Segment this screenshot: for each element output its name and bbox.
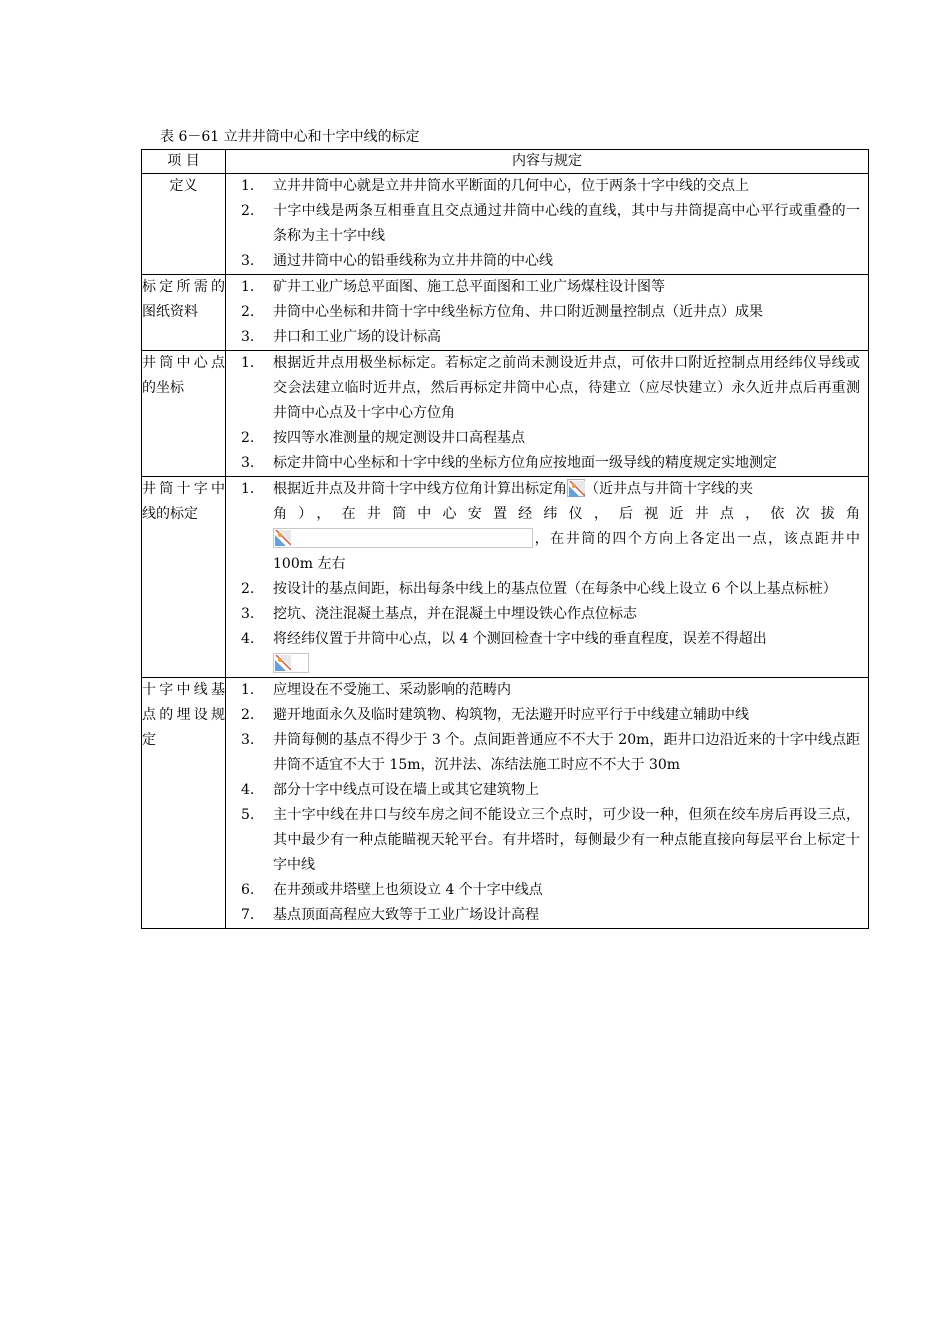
list-item: 3. 井筒每侧的基点不得少于 3 个。点间距普通应不不大于 20m，距井口边沿近来的十字中线点距井筒不适宜不大于 15m，沉井法、冻结法施工时应不不大于 30m — [241, 732, 860, 773]
table-row — [142, 351, 869, 477]
table-row — [142, 275, 869, 351]
table-row — [142, 477, 869, 678]
list-item: 4. 部分十字中线点可设在墙上或其它建筑物上 — [241, 782, 539, 798]
broken-image-icon — [567, 479, 585, 497]
header-content: 内容与规定 — [226, 150, 869, 174]
table-header-row — [142, 150, 869, 174]
calibration-table — [141, 149, 869, 929]
list-item: 1. 矿井工业广场总平面图、施工总平面图和工业广场煤柱设计图等 — [241, 279, 665, 295]
category-cross-line-calibration: 井筒十字中线的标定 — [142, 477, 226, 678]
list-item: 2. 井筒中心坐标和井筒十字中线坐标方位角、井口附近测量控制点（近井点）成果 — [241, 304, 763, 320]
list-item: 3. 标定井筒中心坐标和十字中线的坐标方位角应按地面一级导线的精度规定实地测定 — [241, 455, 777, 471]
broken-image-icon — [273, 528, 533, 548]
list-item: 3. 井口和工业广场的设计标高 — [241, 329, 441, 345]
content-cell — [226, 275, 869, 351]
list-item: 1. 应埋设在不受施工、采动影响的范畴内 — [241, 682, 511, 698]
category-center-coordinates: 井筒中心点的坐标 — [142, 351, 226, 477]
content-cell — [226, 678, 869, 929]
broken-image-icon — [273, 653, 309, 673]
list-item: 1. 立井井筒中心就是立井井筒水平断面的几何中心，位于两条十字中线的交点上 — [241, 178, 749, 194]
list-item: 3. 通过井筒中心的铅垂线称为立井井筒的中心线 — [241, 253, 553, 269]
table-row — [142, 174, 869, 275]
list-item: 2. 十字中线是两条互相垂直且交点通过井筒中心线的直线，其中与井筒提高中心平行或重叠的一条称为主十字中线 — [241, 203, 860, 244]
content-cell — [226, 174, 869, 275]
list-item: 4. 将经纬仪置于井筒中心点，以 4 个测回检查十字中线的垂直程度，误差不得超出 — [226, 627, 868, 677]
list-item: 1. 根据近井点用极坐标标定。若标定之前尚未测设近井点，可依井口附近控制点用经纬仪导线或交会法建立临时近井点，然后再标定井筒中心点，待建立（应尽快建立）永久近井点后再重测井筒中心点及十字中心方位角 — [241, 355, 860, 421]
list-item: 2. 避开地面永久及临时建筑物、构筑物，无法避开时应平行于中线建立辅助中线 — [241, 707, 749, 723]
list-item: 3. 挖坑、浇注混凝土基点，并在混凝土中埋设铁心作点位标志 — [241, 606, 637, 622]
table-caption: 表 6－61 立井井筒中心和十字中线的标定 — [160, 129, 420, 145]
list-item: 2. 按四等水准测量的规定测设井口高程基点 — [241, 430, 525, 446]
list-item: 2. 按设计的基点间距，标出每条中线上的基点位置（在每条中心线上设立 6 个以上基点标桩） — [241, 581, 837, 597]
category-definition: 定义 — [142, 174, 226, 275]
category-base-point-rules: 十字中线基点的埋设规定 — [142, 678, 226, 929]
list-item: 1. 根据近井点及井筒十字中线方位角计算出标定角 （近井点与井筒十字线的夹 角），在井筒中心安置经纬仪，后视近井点，依次拔角 ，在井筒的四个方向上各定出一点，该点距井中 100m 左右 — [241, 481, 860, 572]
list-item: 5. 主十字中线在井口与绞车房之间不能设立三个点时，可少设一种，但须在绞车房后再设三点，其中最少有一种点能瞄视天轮平台。有井塔时，每侧最少有一种点能直接向每层平台上标定十字中线 — [241, 807, 860, 873]
list-item: 6. 在井颈或井塔壁上也须设立 4 个十字中线点 — [241, 882, 543, 898]
content-cell — [226, 351, 869, 477]
content-cell — [226, 477, 869, 678]
category-drawings: 标定所需的图纸资料 — [142, 275, 226, 351]
header-item: 项 目 — [142, 150, 226, 174]
list-item: 7. 基点顶面高程应大致等于工业广场设计高程 — [241, 907, 539, 923]
table-row — [142, 678, 869, 929]
